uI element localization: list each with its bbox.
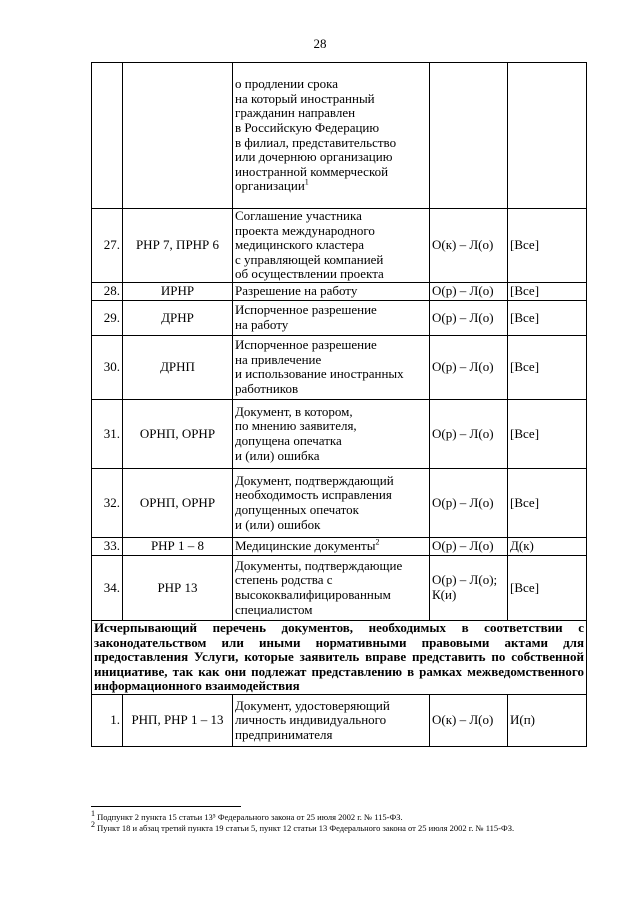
document-name-line: Медицинские документы <box>235 538 376 554</box>
submitter-category: И(п) <box>508 694 587 746</box>
document-name-line: допущена опечатка <box>235 432 342 448</box>
form-code: ДРНП <box>123 335 233 399</box>
footnote-text: Пункт 18 и абзац третий пункта 19 статьи 5, пункт 12 статьи 13 Федерального закона от 25 июля 2002 г. № 115-ФЗ. <box>97 823 515 833</box>
submission-form: О(р) – Л(о) <box>430 282 508 300</box>
document-name <box>233 209 430 283</box>
document-name-line: по мнению заявителя, <box>235 418 357 434</box>
document-name-line: и (или) ошибка <box>235 447 320 463</box>
footnote-mark: 1 <box>91 809 95 819</box>
document-name-line: высококвалифицированным <box>235 586 391 602</box>
submission-form: О(р) – Л(о) <box>430 468 508 537</box>
document-name-line: на работу <box>235 316 289 332</box>
document-name <box>233 399 430 468</box>
document-name-line: в Российскую Федерацию <box>235 119 380 135</box>
footnote-marker: 1 <box>304 177 309 187</box>
submitter-category: [Все] <box>508 209 587 283</box>
table-body-top <box>92 63 587 621</box>
documents-table <box>91 62 587 747</box>
document-name-line: иностранной коммерческой <box>235 163 389 179</box>
document-name-line: необходимость исправления <box>235 487 392 503</box>
table-row <box>92 468 587 537</box>
section-heading-row <box>92 620 587 694</box>
submitter-category: [Все] <box>508 468 587 537</box>
document-name-line: Документы, подтверждающие <box>235 557 403 573</box>
footnotes <box>91 809 586 834</box>
document-name-line: Испорченное разрешение <box>235 337 377 353</box>
footnote-mark: 2 <box>91 820 95 830</box>
document-name-line: проекта международного <box>235 222 375 238</box>
footnote <box>91 809 586 823</box>
table-row <box>92 399 587 468</box>
submission-form: О(р) – Л(о) <box>430 537 508 555</box>
document-name-line: допущенных опечаток <box>235 501 359 517</box>
submission-form: О(к) – Л(о) <box>430 694 508 746</box>
document-name-line: в филиал, представительство <box>235 134 397 150</box>
table-row <box>92 555 587 620</box>
document-name-line: Соглашение участника <box>235 208 362 223</box>
document-name <box>233 335 430 399</box>
submitter-category: [Все] <box>508 282 587 300</box>
section-heading: Исчерпывающий перечень документов, необходимых в соответствии с законодательством или иными нормативными правовыми актами для предоставления Услуги, которые заявитель вправе представить по собственной инициативе, так как они подлежат представлению в рамках межведомственного информационного взаимодействия <box>92 620 587 694</box>
form-code: РНР 13 <box>123 555 233 620</box>
document-name-line: предпринимателя <box>235 726 333 742</box>
table-row <box>92 282 587 300</box>
document-name-line: Документ, удостоверяющий <box>235 697 390 713</box>
form-code: РНП, РНР 1 – 13 <box>123 694 233 746</box>
form-code: ОРНП, ОРНР <box>123 399 233 468</box>
footnote-text: Подпункт 2 пункта 15 статьи 13⁵ Федерального закона от 25 июля 2002 г. № 115-ФЗ. <box>97 812 403 822</box>
row-number <box>92 63 123 209</box>
document-name-line: Документ, подтверждающий <box>235 472 394 488</box>
document-name-line: медицинского кластера <box>235 237 365 253</box>
document-name <box>233 468 430 537</box>
document-name-line: специалистом <box>235 601 313 617</box>
row-number: 33. <box>92 537 123 555</box>
submitter-category: [Все] <box>508 335 587 399</box>
table-row <box>92 537 587 555</box>
document-name-line: и (или) ошибок <box>235 516 321 532</box>
document-name-line: Разрешение на работу <box>235 283 358 299</box>
document-name-line: организации <box>235 178 305 194</box>
document-name-line: гражданин направлен <box>235 105 356 121</box>
form-code: РНР 1 – 8 <box>123 537 233 555</box>
row-number: 29. <box>92 300 123 335</box>
section-body <box>92 620 587 694</box>
document-name-line: на привлечение <box>235 351 322 367</box>
document-name <box>233 694 430 746</box>
submitter-category: Д(к) <box>508 537 587 555</box>
form-code: ДРНР <box>123 300 233 335</box>
document-name-line: работников <box>235 381 299 397</box>
footnote-marker: 2 <box>375 537 380 547</box>
submission-form: О(р) – Л(о); К(и) <box>430 555 508 620</box>
document-name-line: личность индивидуального <box>235 712 387 728</box>
row-number: 1. <box>92 694 123 746</box>
document-name-last-line <box>235 539 427 554</box>
form-code <box>123 63 233 209</box>
submission-form <box>430 63 508 209</box>
document-name-line: степень родства с <box>235 572 333 588</box>
footnote-divider <box>91 806 241 807</box>
document-name <box>233 282 430 300</box>
document-name <box>233 300 430 335</box>
submitter-category: [Все] <box>508 300 587 335</box>
submission-form: О(р) – Л(о) <box>430 300 508 335</box>
document-name-line: на который иностранный <box>235 90 375 106</box>
submitter-category: [Все] <box>508 399 587 468</box>
submitter-category: [Все] <box>508 555 587 620</box>
document-name-last-line <box>235 179 427 194</box>
document-name-line: и использование иностранных <box>235 366 404 382</box>
table-row <box>92 300 587 335</box>
document-name-line: о продлении срока <box>235 76 338 92</box>
submitter-category <box>508 63 587 209</box>
row-number: 27. <box>92 209 123 283</box>
row-number: 34. <box>92 555 123 620</box>
row-number: 28. <box>92 282 123 300</box>
table-body-bottom <box>92 694 587 746</box>
page-number: 28 <box>313 36 327 51</box>
form-code: ИРНР <box>123 282 233 300</box>
document-name-line: Испорченное разрешение <box>235 302 377 318</box>
document-name-line: Документ, в котором, <box>235 403 353 419</box>
table-row <box>92 209 587 283</box>
document-name <box>233 537 430 555</box>
form-code: ОРНП, ОРНР <box>123 468 233 537</box>
document-name-line: или дочернюю организацию <box>235 149 393 165</box>
footnote <box>91 820 586 834</box>
form-code: РНР 7, ПРНР 6 <box>123 209 233 283</box>
submission-form: О(р) – Л(о) <box>430 399 508 468</box>
row-number: 32. <box>92 468 123 537</box>
submission-form: О(к) – Л(о) <box>430 209 508 283</box>
document-name-line: с управляющей компанией <box>235 251 384 267</box>
table-row <box>92 694 587 746</box>
row-number: 31. <box>92 399 123 468</box>
submission-form: О(р) – Л(о) <box>430 335 508 399</box>
document-name <box>233 555 430 620</box>
document-name-line: об осуществлении проекта <box>235 266 384 282</box>
row-number: 30. <box>92 335 123 399</box>
table-row <box>92 63 587 209</box>
table-row <box>92 335 587 399</box>
document-name <box>233 63 430 209</box>
